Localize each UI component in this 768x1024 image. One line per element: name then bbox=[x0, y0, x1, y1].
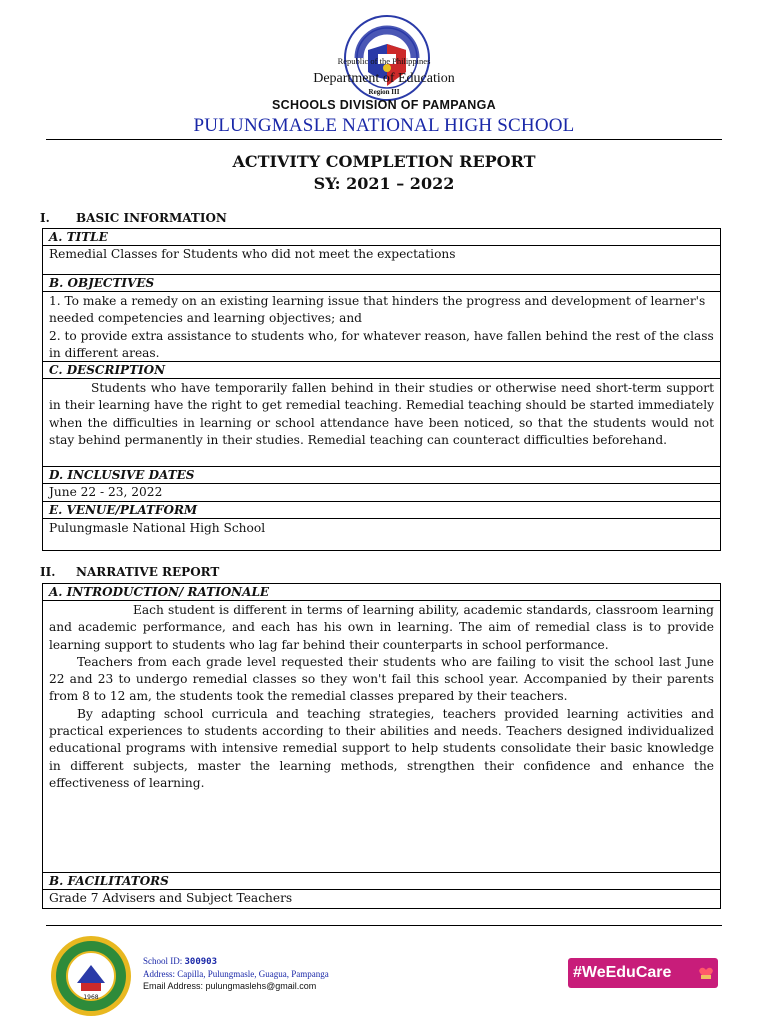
section-heading-label: NARRATIVE REPORT bbox=[76, 565, 220, 579]
school-id-value: 300903 bbox=[184, 957, 218, 967]
logo-year: 1968 bbox=[83, 994, 99, 1001]
objectives-value bbox=[43, 292, 720, 362]
department-line: Department of Education bbox=[313, 71, 455, 86]
dates-label: D. INCLUSIVE DATES bbox=[43, 467, 720, 484]
description-value: Students who have temporarily fallen behind in their studies or otherwise need short-term support in their learning have the right to get remedial teaching. Remedial teaching should be started immediately when the difficulties in learning or school attendance have been noticed, so that the students would not stay behind permanently in their studies. Remedial teaching can counteract difficulties beforehand. bbox=[43, 379, 720, 467]
introduction-value bbox=[43, 601, 720, 873]
school-name: PULUNGMASLE NATIONAL HIGH SCHOOL bbox=[193, 115, 575, 136]
section-heading-label: BASIC INFORMATION bbox=[76, 211, 227, 225]
division-line: SCHOOLS DIVISION OF PAMPANGA bbox=[272, 98, 496, 112]
school-logo-icon bbox=[50, 935, 132, 1017]
objectives-label: B. OBJECTIVES bbox=[43, 275, 720, 292]
address-line: Address: Capilla, Pulungmasle, Guagua, Pampanga bbox=[143, 969, 329, 979]
header-divider bbox=[46, 139, 722, 140]
section-narrative-report-heading bbox=[40, 565, 219, 579]
rationale-paragraph: By adapting school curricula and teaching strategies, teachers provided learning activities and practical experiences to students according to their abilities and needs. Teachers designed individualized educational programs with intensive remedial support to help students consolidate their basic knowledge in different subjects, master the learning methods, strengthen their confidence and enhance the effectiveness of learning. bbox=[49, 706, 714, 790]
venue-label: E. VENUE/PLATFORM bbox=[43, 502, 720, 519]
report-title: ACTIVITY COMPLETION REPORT bbox=[232, 152, 536, 171]
objective-item: 1. To make a remedy on an existing learning issue that hinders the progress and development of learner's needed competencies and learning objectives; and bbox=[49, 294, 706, 326]
basic-information-table bbox=[42, 228, 721, 551]
section-number: I. bbox=[40, 211, 50, 225]
footer-contact bbox=[143, 955, 329, 992]
school-year: SY: 2021 – 2022 bbox=[313, 174, 455, 193]
rationale-paragraph: Each student is different in terms of learning ability, academic standards, classroom learning and academic performance, and each has his own in learning. The aim of remedial class is to provide learning support to students who lag far behind their counterparts in school performance. bbox=[49, 603, 714, 652]
facilitators-label: B. FACILITATORS bbox=[43, 873, 720, 890]
title-value: Remedial Classes for Students who did not meet the expectations bbox=[43, 246, 720, 275]
description-label: C. DESCRIPTION bbox=[43, 362, 720, 379]
region-line: Region III bbox=[368, 88, 400, 96]
section-basic-information-heading bbox=[40, 211, 227, 225]
objective-item: 2. to provide extra assistance to students who, for whatever reason, have fallen behind the rest of the class in different areas. bbox=[49, 328, 714, 360]
venue-value: Pulungmasle National High School bbox=[49, 521, 266, 535]
footer-divider bbox=[46, 925, 722, 926]
rationale-paragraph: Teachers from each grade level requested their students who are failing to visit the school last June 22 and 23 to undergo remedial classes so they won't fail this school year. Accompanied by their parents from 8 to 12 am, the students took the remedial classes prepared by their teachers. bbox=[49, 654, 714, 704]
weeducare-badge bbox=[568, 958, 718, 988]
email-line: Email Address: pulungmaslehs@gmail.com bbox=[143, 981, 317, 991]
school-id-line bbox=[143, 955, 329, 968]
section-number: II. bbox=[40, 565, 56, 579]
school-id-label: School ID: bbox=[143, 956, 183, 966]
title-label: A. TITLE bbox=[43, 229, 720, 246]
facilitators-value: Grade 7 Advisers and Subject Teachers bbox=[49, 891, 293, 905]
heart-book-icon bbox=[698, 965, 714, 981]
introduction-label: A. INTRODUCTION/ RATIONALE bbox=[43, 584, 720, 601]
republic-line: Republic of the Philippines bbox=[337, 56, 431, 66]
dates-value: June 22 - 23, 2022 bbox=[43, 484, 720, 502]
hashtag-text: #WeEduCare bbox=[573, 964, 672, 981]
narrative-report-table bbox=[42, 583, 721, 909]
